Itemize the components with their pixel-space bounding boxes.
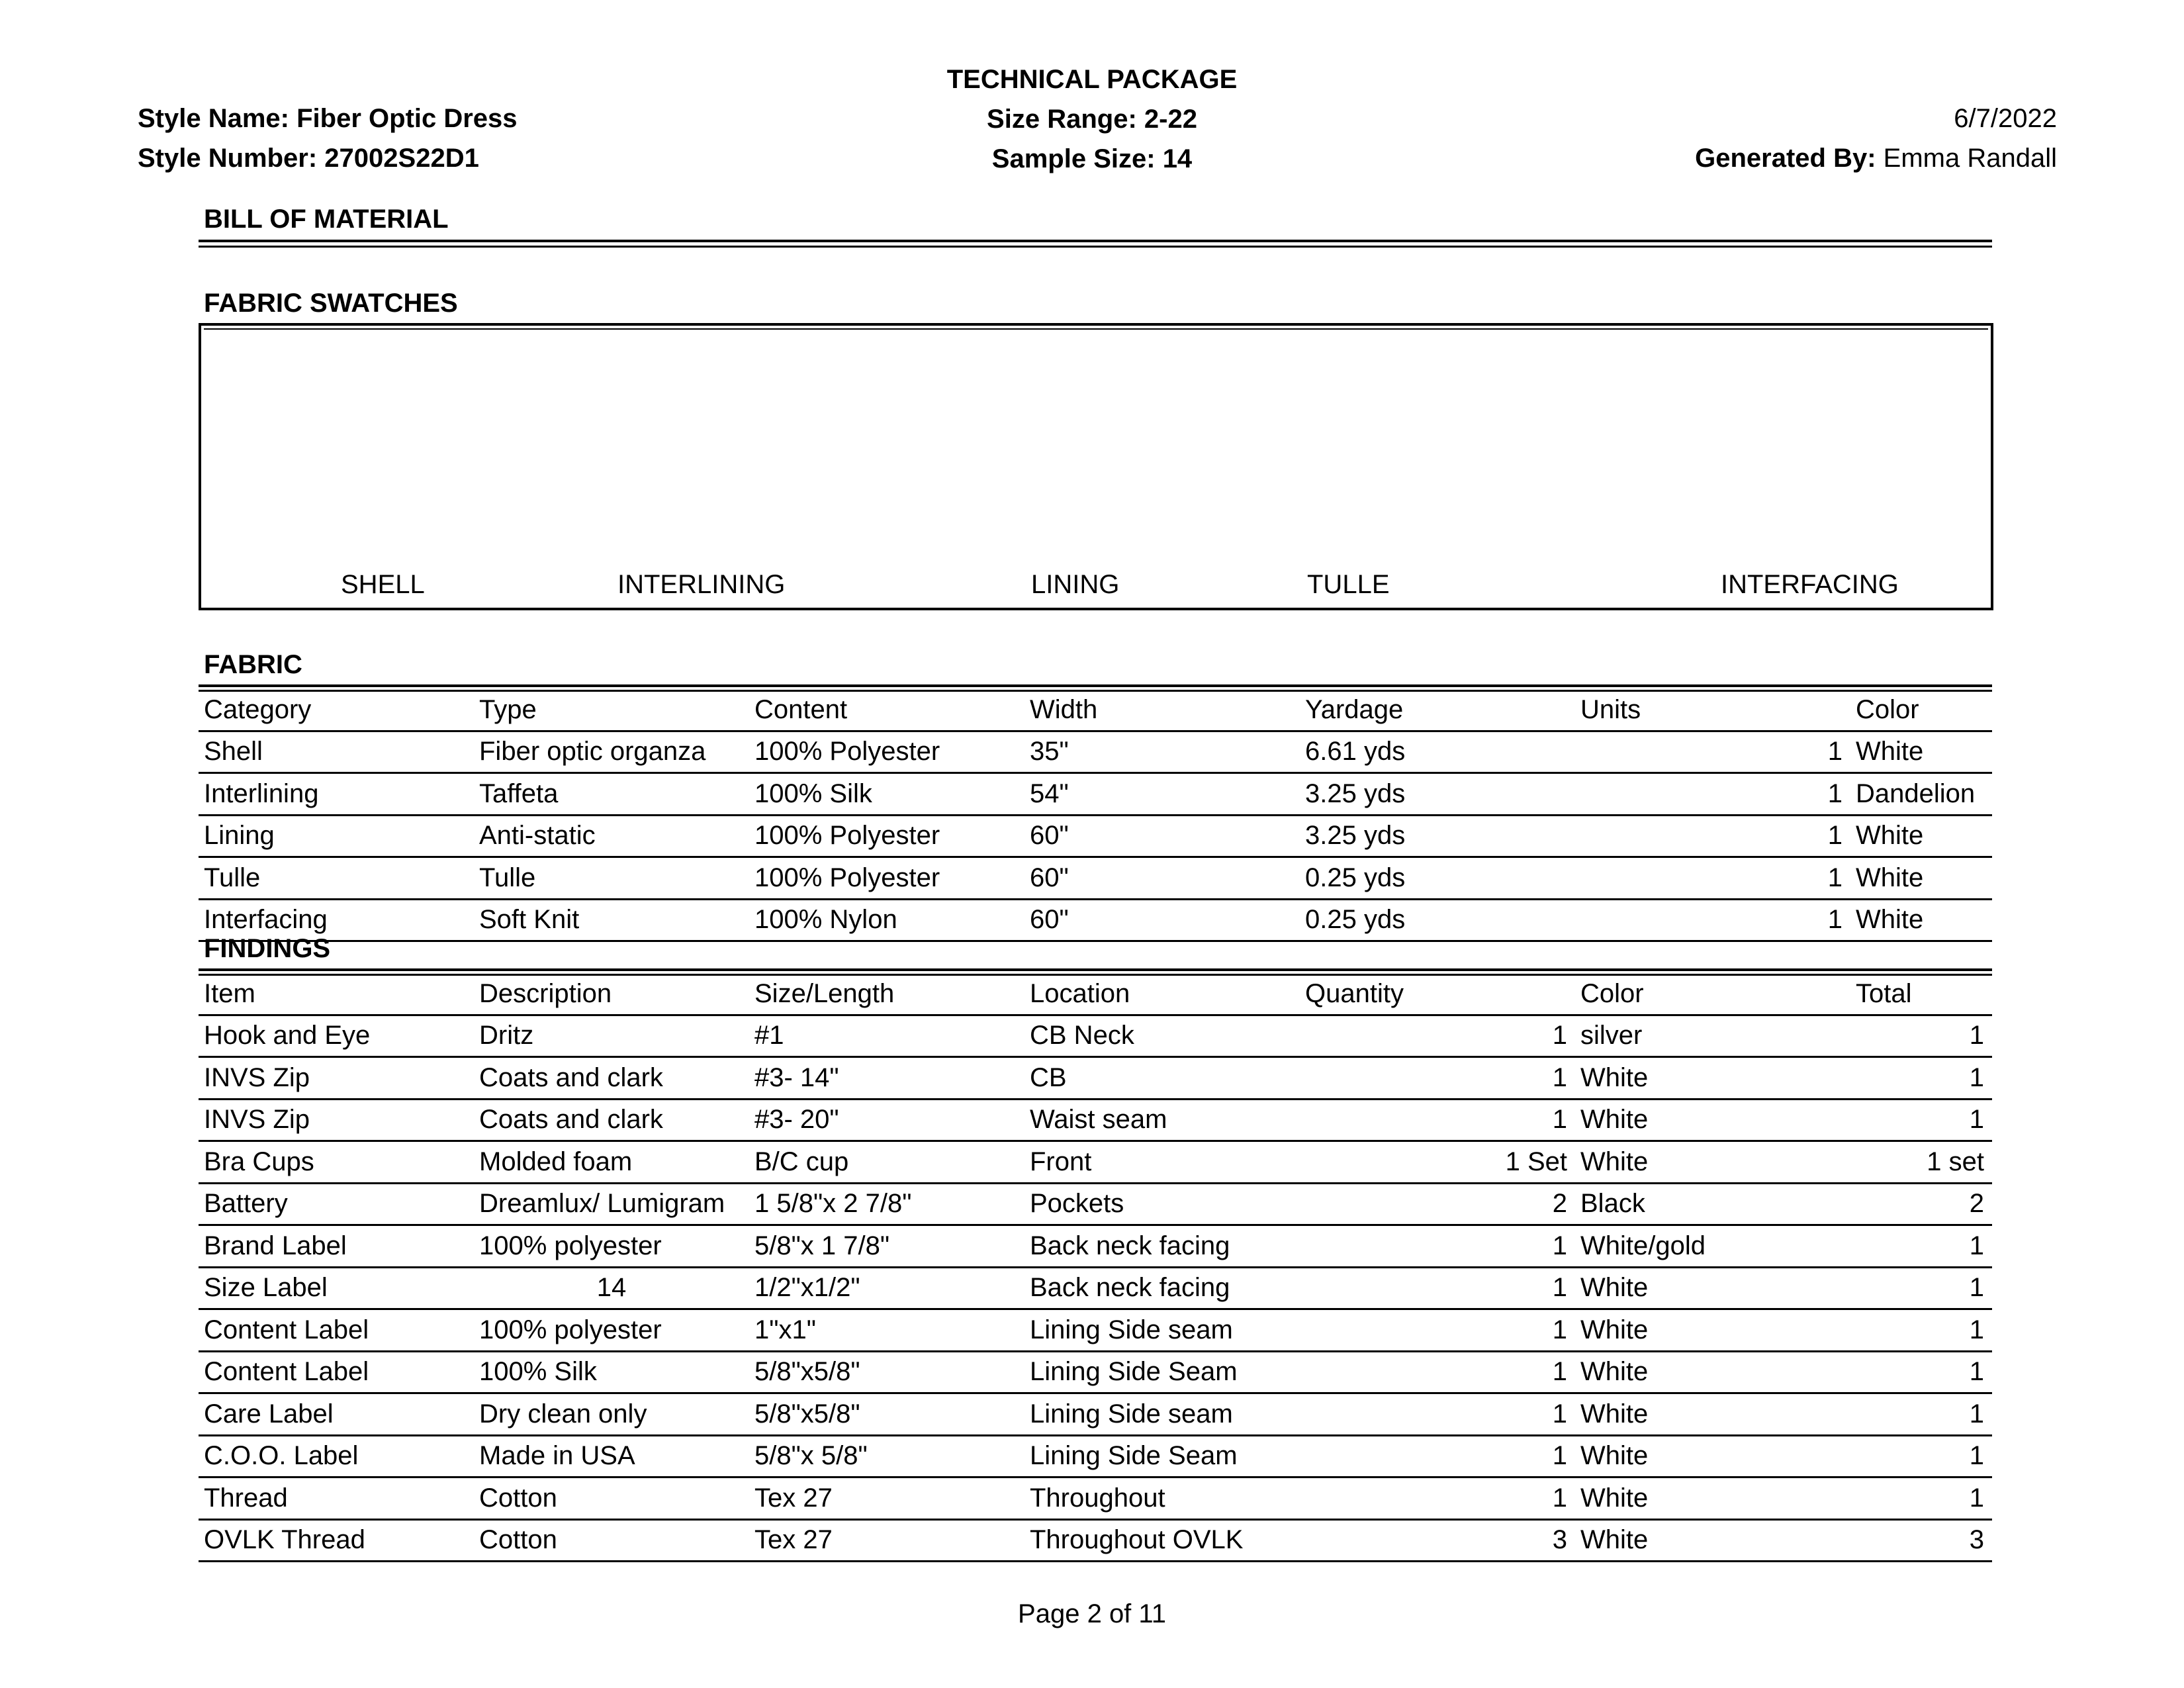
table-cell: Thread <box>199 1477 474 1520</box>
table-header-row <box>199 974 1992 1015</box>
divider <box>199 968 1992 971</box>
table-cell: 100% Polyester <box>749 731 1024 773</box>
sample-size: 14 <box>1162 144 1193 173</box>
table-cell: 5/8"x5/8" <box>749 1393 1024 1436</box>
table-cell: Throughout OVLK <box>1024 1519 1300 1562</box>
swatch-label-shell: SHELL <box>341 570 425 599</box>
swatch-label-interfacing: INTERFACING <box>1721 570 1899 599</box>
table-cell: Waist seam <box>1024 1099 1300 1141</box>
table-cell: 2 <box>1300 1183 1575 1225</box>
table-cell: Tulle <box>474 857 749 900</box>
table-cell: CB Neck <box>1024 1015 1300 1057</box>
table-row <box>199 773 1992 816</box>
table-cell: 3 <box>1300 1519 1575 1562</box>
column-header: Location <box>1024 974 1300 1015</box>
table-cell: 1 <box>1575 731 1850 773</box>
column-header: Item <box>199 974 474 1015</box>
style-info <box>138 99 799 178</box>
table-cell: 1 <box>1300 1015 1575 1057</box>
table-cell: 100% Silk <box>474 1351 749 1393</box>
table-cell: Back neck facing <box>1024 1225 1300 1268</box>
table-cell: Lining Side Seam <box>1024 1351 1300 1393</box>
table-cell: White <box>1850 731 1992 773</box>
table-cell: 100% polyester <box>474 1225 749 1268</box>
table-cell: 1 <box>1850 1267 1992 1309</box>
table-cell: White <box>1575 1435 1850 1477</box>
table-cell: 0.25 yds <box>1300 857 1575 900</box>
table-cell: Back neck facing <box>1024 1267 1300 1309</box>
swatch-box-inner <box>204 328 1988 605</box>
table-cell: OVLK Thread <box>199 1519 474 1562</box>
table-cell: White <box>1575 1057 1850 1100</box>
column-header: Type <box>474 690 749 731</box>
table-cell: Brand Label <box>199 1225 474 1268</box>
table-cell: Cotton <box>474 1519 749 1562</box>
swatch-label-interlining: INTERLINING <box>617 570 786 599</box>
table-cell: #3- 14" <box>749 1057 1024 1100</box>
table-cell: 3.25 yds <box>1300 815 1575 857</box>
table-cell: 5/8"x 1 7/8" <box>749 1225 1024 1268</box>
column-header: Quantity <box>1300 974 1575 1015</box>
table-row <box>199 1519 1992 1562</box>
table-cell: 1 <box>1575 857 1850 900</box>
table-cell: Anti-static <box>474 815 749 857</box>
table-cell: 1 <box>1300 1351 1575 1393</box>
table-cell: Dritz <box>474 1015 749 1057</box>
table-row <box>199 857 1992 900</box>
table-cell: Lining Side seam <box>1024 1309 1300 1352</box>
column-header: Size/Length <box>749 974 1024 1015</box>
table-cell: 1 <box>1300 1057 1575 1100</box>
table-row <box>199 1267 1992 1309</box>
style-name-line <box>138 99 799 138</box>
table-cell: Fiber optic organza <box>474 731 749 773</box>
table-cell: Black <box>1575 1183 1850 1225</box>
table-cell: 1"x1" <box>749 1309 1024 1352</box>
table-cell: Pockets <box>1024 1183 1300 1225</box>
column-header: Content <box>749 690 1024 731</box>
table-row <box>199 1057 1992 1100</box>
table-cell: 6.61 yds <box>1300 731 1575 773</box>
table-cell: Tulle <box>199 857 474 900</box>
table-cell: White <box>1575 1351 1850 1393</box>
generation-info <box>1588 99 2057 178</box>
table-cell: Size Label <box>199 1267 474 1309</box>
table-cell: White <box>1850 899 1992 941</box>
table-cell: Lining Side Seam <box>1024 1435 1300 1477</box>
table-cell: Made in USA <box>474 1435 749 1477</box>
swatch-label-lining: LINING <box>1031 570 1120 599</box>
table-cell: Care Label <box>199 1393 474 1436</box>
table-cell: 1 <box>1850 1225 1992 1268</box>
table-row <box>199 815 1992 857</box>
table-cell: 5/8"x 5/8" <box>749 1435 1024 1477</box>
table-cell: Content Label <box>199 1309 474 1352</box>
generated-by-label: Generated By: <box>1695 144 1876 173</box>
table-row <box>199 1015 1992 1057</box>
table-cell: White <box>1575 1393 1850 1436</box>
table-cell: 1 <box>1850 1057 1992 1100</box>
table-cell: Bra Cups <box>199 1141 474 1184</box>
table-cell: 1 set <box>1850 1141 1992 1184</box>
fabric-table <box>199 690 1992 942</box>
table-cell: 60" <box>1024 815 1300 857</box>
table-cell: 1 <box>1300 1309 1575 1352</box>
bill-of-material-title: BILL OF MATERIAL <box>204 205 449 234</box>
divider <box>199 240 1992 242</box>
page-number: Page 2 of 11 <box>1018 1599 1166 1628</box>
table-header-row <box>199 690 1992 731</box>
table-cell: 1 <box>1850 1435 1992 1477</box>
table-cell: 5/8"x5/8" <box>749 1351 1024 1393</box>
table-cell: 1 <box>1850 1309 1992 1352</box>
sample-size-label: Sample Size: <box>991 144 1156 173</box>
table-cell: 1/2"x1/2" <box>749 1267 1024 1309</box>
table-cell: 3.25 yds <box>1300 773 1575 816</box>
table-cell: Front <box>1024 1141 1300 1184</box>
table-cell: 1 <box>1850 1393 1992 1436</box>
column-header: Color <box>1850 690 1992 731</box>
table-cell: 100% Polyester <box>749 815 1024 857</box>
table-cell: Interlining <box>199 773 474 816</box>
table-cell: White <box>1575 1141 1850 1184</box>
document-header <box>827 60 1357 179</box>
table-cell: 1 <box>1850 1477 1992 1520</box>
table-cell: Dry clean only <box>474 1393 749 1436</box>
column-header: Color <box>1575 974 1850 1015</box>
table-cell: 100% Silk <box>749 773 1024 816</box>
table-cell: White <box>1575 1477 1850 1520</box>
table-cell: 1 <box>1300 1099 1575 1141</box>
table-cell: 100% polyester <box>474 1309 749 1352</box>
table-cell: White <box>1850 815 1992 857</box>
table-row <box>199 899 1992 941</box>
table-cell: Coats and clark <box>474 1099 749 1141</box>
table-cell: 35" <box>1024 731 1300 773</box>
fabric-swatches-box <box>199 323 1993 610</box>
style-number-label: Style Number: <box>138 144 318 173</box>
table-row <box>199 1309 1992 1352</box>
table-cell: 1 <box>1300 1225 1575 1268</box>
table-row <box>199 1183 1992 1225</box>
table-row <box>199 1435 1992 1477</box>
table-cell: 1 <box>1575 773 1850 816</box>
column-header: Total <box>1850 974 1992 1015</box>
table-cell: 1 <box>1850 1351 1992 1393</box>
style-number-line <box>138 138 799 178</box>
table-cell: Cotton <box>474 1477 749 1520</box>
table-row <box>199 1477 1992 1520</box>
style-number: 27002S22D1 <box>324 144 479 173</box>
document-date: 6/7/2022 <box>1954 104 2057 133</box>
fabric-swatches-title: FABRIC SWATCHES <box>204 289 458 318</box>
style-name: Fiber Optic Dress <box>296 104 518 133</box>
table-cell: Content Label <box>199 1351 474 1393</box>
table-cell: 1 <box>1300 1267 1575 1309</box>
swatch-label-tulle: TULLE <box>1307 570 1390 599</box>
column-header: Units <box>1575 690 1850 731</box>
table-cell: Dandelion <box>1850 773 1992 816</box>
table-cell: 1 <box>1575 899 1850 941</box>
size-range-label: Size Range: <box>987 105 1137 134</box>
table-cell: #3- 20" <box>749 1099 1024 1141</box>
table-row <box>199 1393 1992 1436</box>
table-cell: 1 <box>1300 1435 1575 1477</box>
table-cell: Dreamlux/ Lumigram <box>474 1183 749 1225</box>
table-cell: B/C cup <box>749 1141 1024 1184</box>
size-range: 2-22 <box>1144 105 1197 134</box>
generated-by: Emma Randall <box>1883 144 2057 173</box>
table-cell: 1 <box>1300 1393 1575 1436</box>
table-cell: CB <box>1024 1057 1300 1100</box>
table-cell: #1 <box>749 1015 1024 1057</box>
table-cell: Tex 27 <box>749 1519 1024 1562</box>
table-cell: 100% Polyester <box>749 857 1024 900</box>
table-cell: 1 Set <box>1300 1141 1575 1184</box>
table-cell: White <box>1575 1519 1850 1562</box>
table-row <box>199 1225 1992 1268</box>
table-cell: White <box>1575 1309 1850 1352</box>
size-range-line <box>827 99 1357 139</box>
table-cell: silver <box>1575 1015 1850 1057</box>
document-title: TECHNICAL PACKAGE <box>946 65 1238 94</box>
table-cell: White <box>1850 857 1992 900</box>
column-header: Yardage <box>1300 690 1575 731</box>
table-cell: 14 <box>474 1267 749 1309</box>
table-cell: 54" <box>1024 773 1300 816</box>
table-cell: 60" <box>1024 899 1300 941</box>
table-cell: Lining <box>199 815 474 857</box>
findings-table <box>199 974 1992 1562</box>
table-cell: Throughout <box>1024 1477 1300 1520</box>
table-row <box>199 1141 1992 1184</box>
generated-by-line <box>1588 138 2057 178</box>
table-row <box>199 1099 1992 1141</box>
divider <box>199 684 1992 687</box>
table-cell: Shell <box>199 731 474 773</box>
table-cell: Molded foam <box>474 1141 749 1184</box>
table-cell: Lining Side seam <box>1024 1393 1300 1436</box>
table-cell: White <box>1575 1099 1850 1141</box>
table-cell: Tex 27 <box>749 1477 1024 1520</box>
table-cell: 3 <box>1850 1519 1992 1562</box>
table-cell: 60" <box>1024 857 1300 900</box>
table-cell: 1 <box>1850 1015 1992 1057</box>
style-name-label: Style Name: <box>138 104 289 133</box>
table-row <box>199 1351 1992 1393</box>
column-header: Category <box>199 690 474 731</box>
table-cell: INVS Zip <box>199 1099 474 1141</box>
table-cell: White/gold <box>1575 1225 1850 1268</box>
table-cell: Hook and Eye <box>199 1015 474 1057</box>
table-cell: Interfacing <box>199 899 474 941</box>
table-cell: White <box>1575 1267 1850 1309</box>
table-cell: 1 <box>1300 1477 1575 1520</box>
divider <box>199 246 1992 248</box>
column-header: Width <box>1024 690 1300 731</box>
table-cell: 1 <box>1575 815 1850 857</box>
table-cell: Battery <box>199 1183 474 1225</box>
sample-size-line <box>827 139 1357 179</box>
fabric-title: FABRIC <box>204 650 302 679</box>
table-cell: Soft Knit <box>474 899 749 941</box>
table-cell: INVS Zip <box>199 1057 474 1100</box>
table-cell: Coats and clark <box>474 1057 749 1100</box>
table-cell: 0.25 yds <box>1300 899 1575 941</box>
table-cell: Taffeta <box>474 773 749 816</box>
table-cell: 2 <box>1850 1183 1992 1225</box>
table-cell: 100% Nylon <box>749 899 1024 941</box>
table-row <box>199 731 1992 773</box>
findings-title: FINDINGS <box>204 934 331 963</box>
table-cell: C.O.O. Label <box>199 1435 474 1477</box>
column-header: Description <box>474 974 749 1015</box>
table-cell: 1 5/8"x 2 7/8" <box>749 1183 1024 1225</box>
table-cell: 1 <box>1850 1099 1992 1141</box>
